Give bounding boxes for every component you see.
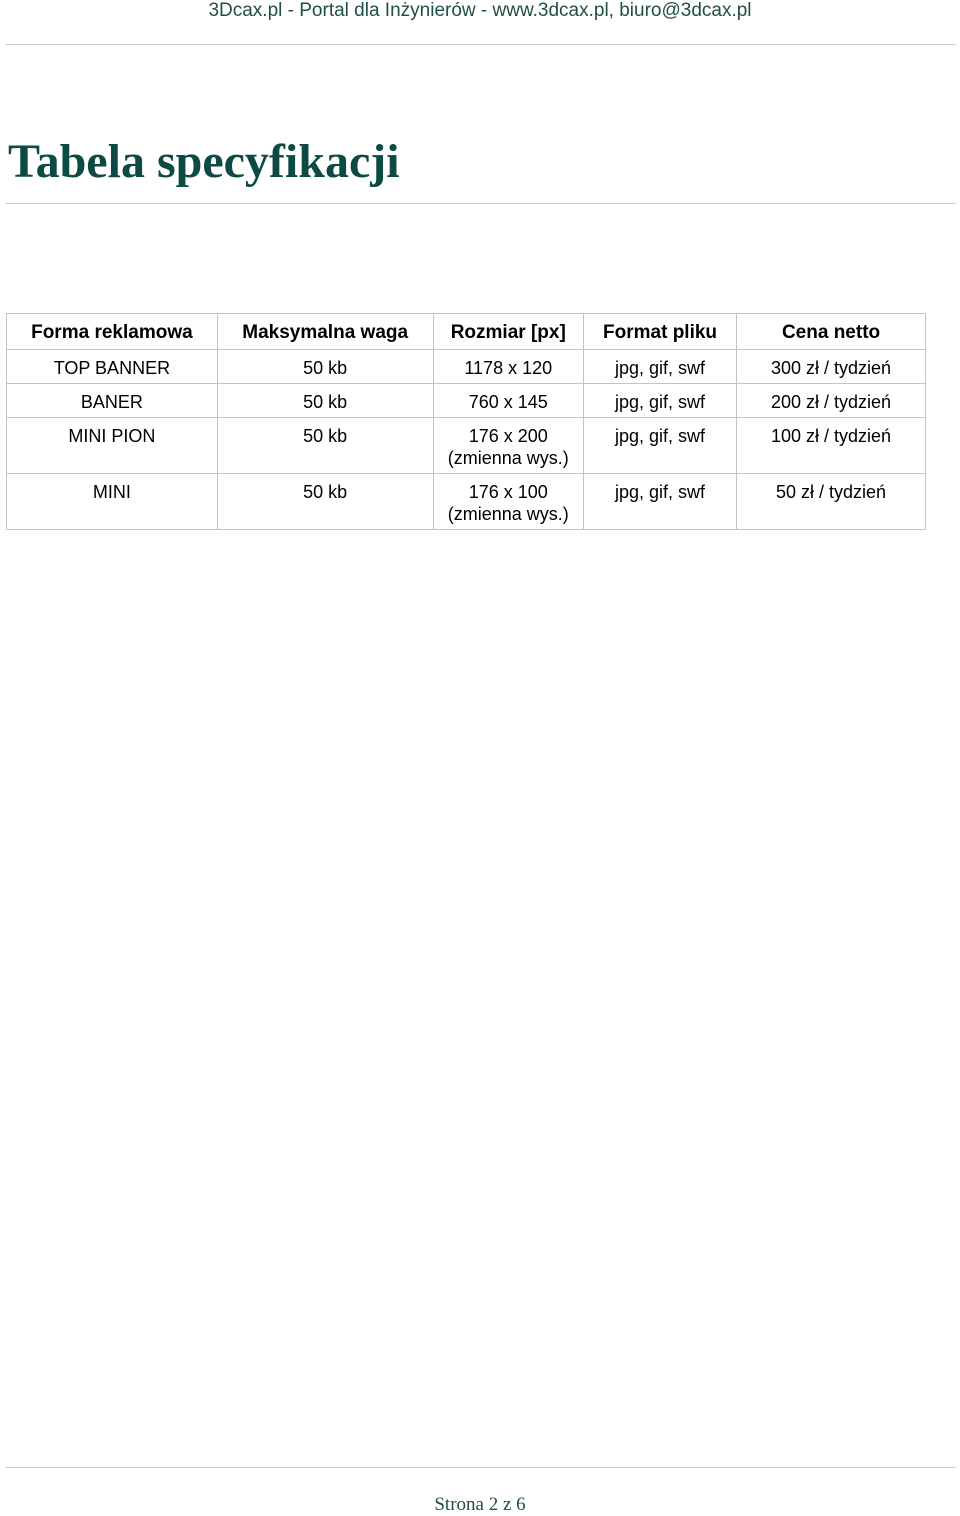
page-header: 3Dcax.pl - Portal dla Inżynierów - www.3dcax.pl, biuro@3dcax.pl: [208, 0, 752, 21]
table-row: [7, 418, 926, 474]
cell-net-price: 300 zł / tydzień: [737, 350, 926, 384]
cell-size: [433, 418, 583, 474]
cell-max-weight: 50 kb: [217, 418, 433, 474]
cell-ad-form: BANER: [7, 384, 218, 418]
cell-max-weight: 50 kb: [217, 384, 433, 418]
cell-ad-form: MINI: [7, 474, 218, 530]
specification-table: [6, 313, 926, 530]
cell-file-format: jpg, gif, swf: [583, 350, 736, 384]
table-row: [7, 350, 926, 384]
cell-max-weight: 50 kb: [217, 350, 433, 384]
table-header-row: [7, 314, 926, 350]
size-dimensions: 176 x 100: [468, 482, 548, 502]
cell-size: [433, 474, 583, 530]
table-row: [7, 474, 926, 530]
cell-ad-form: TOP BANNER: [7, 350, 218, 384]
size-dimensions: 1178 x 120: [464, 358, 553, 378]
cell-ad-form: MINI PION: [7, 418, 218, 474]
header-divider: [6, 44, 956, 45]
column-header-net-price: Cena netto: [737, 314, 926, 350]
column-header-size: Rozmiar [px]: [433, 314, 583, 350]
column-header-max-weight: Maksymalna waga: [217, 314, 433, 350]
cell-file-format: jpg, gif, swf: [583, 418, 736, 474]
page-title: Tabela specyfikacji: [8, 135, 400, 188]
table-row: [7, 384, 926, 418]
column-header-ad-form: Forma reklamowa: [7, 314, 218, 350]
size-dimensions: 176 x 200: [468, 426, 548, 446]
cell-net-price: 50 zł / tydzień: [737, 474, 926, 530]
size-dimensions: 760 x 145: [468, 392, 548, 412]
cell-file-format: jpg, gif, swf: [583, 384, 736, 418]
title-divider: [6, 203, 956, 204]
cell-size: [433, 350, 583, 384]
cell-net-price: 100 zł / tydzień: [737, 418, 926, 474]
cell-file-format: jpg, gif, swf: [583, 474, 736, 530]
size-note: (zmienna wys.): [447, 448, 569, 468]
column-header-file-format: Format pliku: [583, 314, 736, 350]
page-number: Strona 2 z 6: [434, 1494, 526, 1515]
footer-divider: [6, 1467, 956, 1468]
size-note: (zmienna wys.): [447, 504, 569, 524]
cell-size: [433, 384, 583, 418]
cell-net-price: 200 zł / tydzień: [737, 384, 926, 418]
cell-max-weight: 50 kb: [217, 474, 433, 530]
